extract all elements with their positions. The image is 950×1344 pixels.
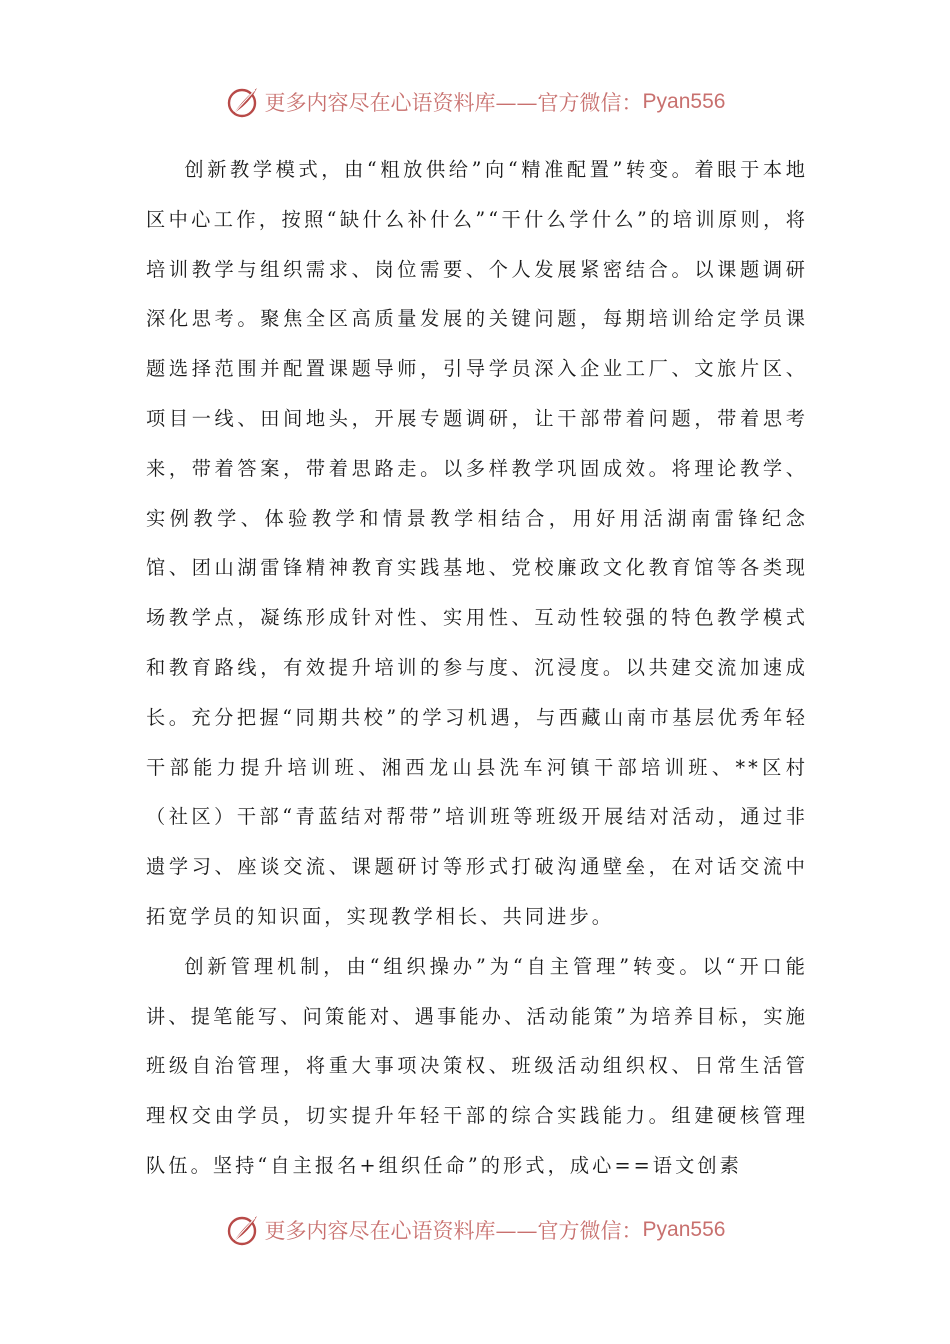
footer-watermark-banner bbox=[0, 1210, 950, 1250]
footer-banner-text: 更多内容尽在心语资料库——官方微信： bbox=[264, 1219, 643, 1243]
quill-logo-icon bbox=[225, 1212, 261, 1248]
paragraph-management-mechanism: 创新管理机制，由“组织操办”为“自主管理”转变。以“开口能讲、提笔能写、问策能对、遇事能办、活动能策”为培养目标，实施班级自治管理，将重大事项决策权、班级活动组织权、日常生活管理权交由学员，切实提升年轻干部的综合实践能力。组建硬核管理队伍。坚持“自主报名+组织任命”的形式，成心==语文创素 bbox=[146, 954, 808, 1177]
footer-banner-wechat-id: Pyan556 bbox=[642, 1218, 726, 1241]
paragraph-teaching-model: 创新教学模式，由“粗放供给”向“精准配置”转变。着眼于本地区中心工作，按照“缺什么补什么”“干什么学什么”的培训原则，将培训教学与组织需求、岗位需要、个人发展紧密结合。以课题调研深化思考。聚焦全区高质量发展的关键问题，每期培训给定学员课题选择范围并配置课题导师，引导学员深入企业工厂、文旅片区、项目一线、田间地头，开展专题调研，让干部带着问题，带着思考来，带着答案，带着思路走。以多样教学巩固成效。将理论教学、实例教学、体验教学和情景教学相结合，用好用活湖南雷锋纪念馆、团山湖雷锋精神教育实践基地、党校廉政文化教育馆等各类现场教学点，凝练形成针对性、实用性、互动性较强的特色教学模式和教育路线，有效提升培训的参与度、沉浸度。以共建交流加速成长。充分把握“同期共校”的学习机遇，与西藏山南市基层优秀年轻干部能力提升培训班、湘西龙山县洗车河镇干部培训班、**区村（社区）干部“青蓝结对帮带”培训班等班级开展结对活动，通过非遗学习、座谈交流、课题研讨等形式打破沟通壁垒，在对话交流中拓宽学员的知识面，实现教学相长、共同进步。 bbox=[146, 158, 808, 928]
header-watermark-banner bbox=[0, 82, 950, 122]
header-banner-text: 更多内容尽在心语资料库——官方微信： bbox=[264, 91, 643, 115]
document-body bbox=[146, 145, 808, 1191]
quill-logo-icon bbox=[225, 84, 261, 120]
header-banner-wechat-id: Pyan556 bbox=[642, 90, 726, 113]
